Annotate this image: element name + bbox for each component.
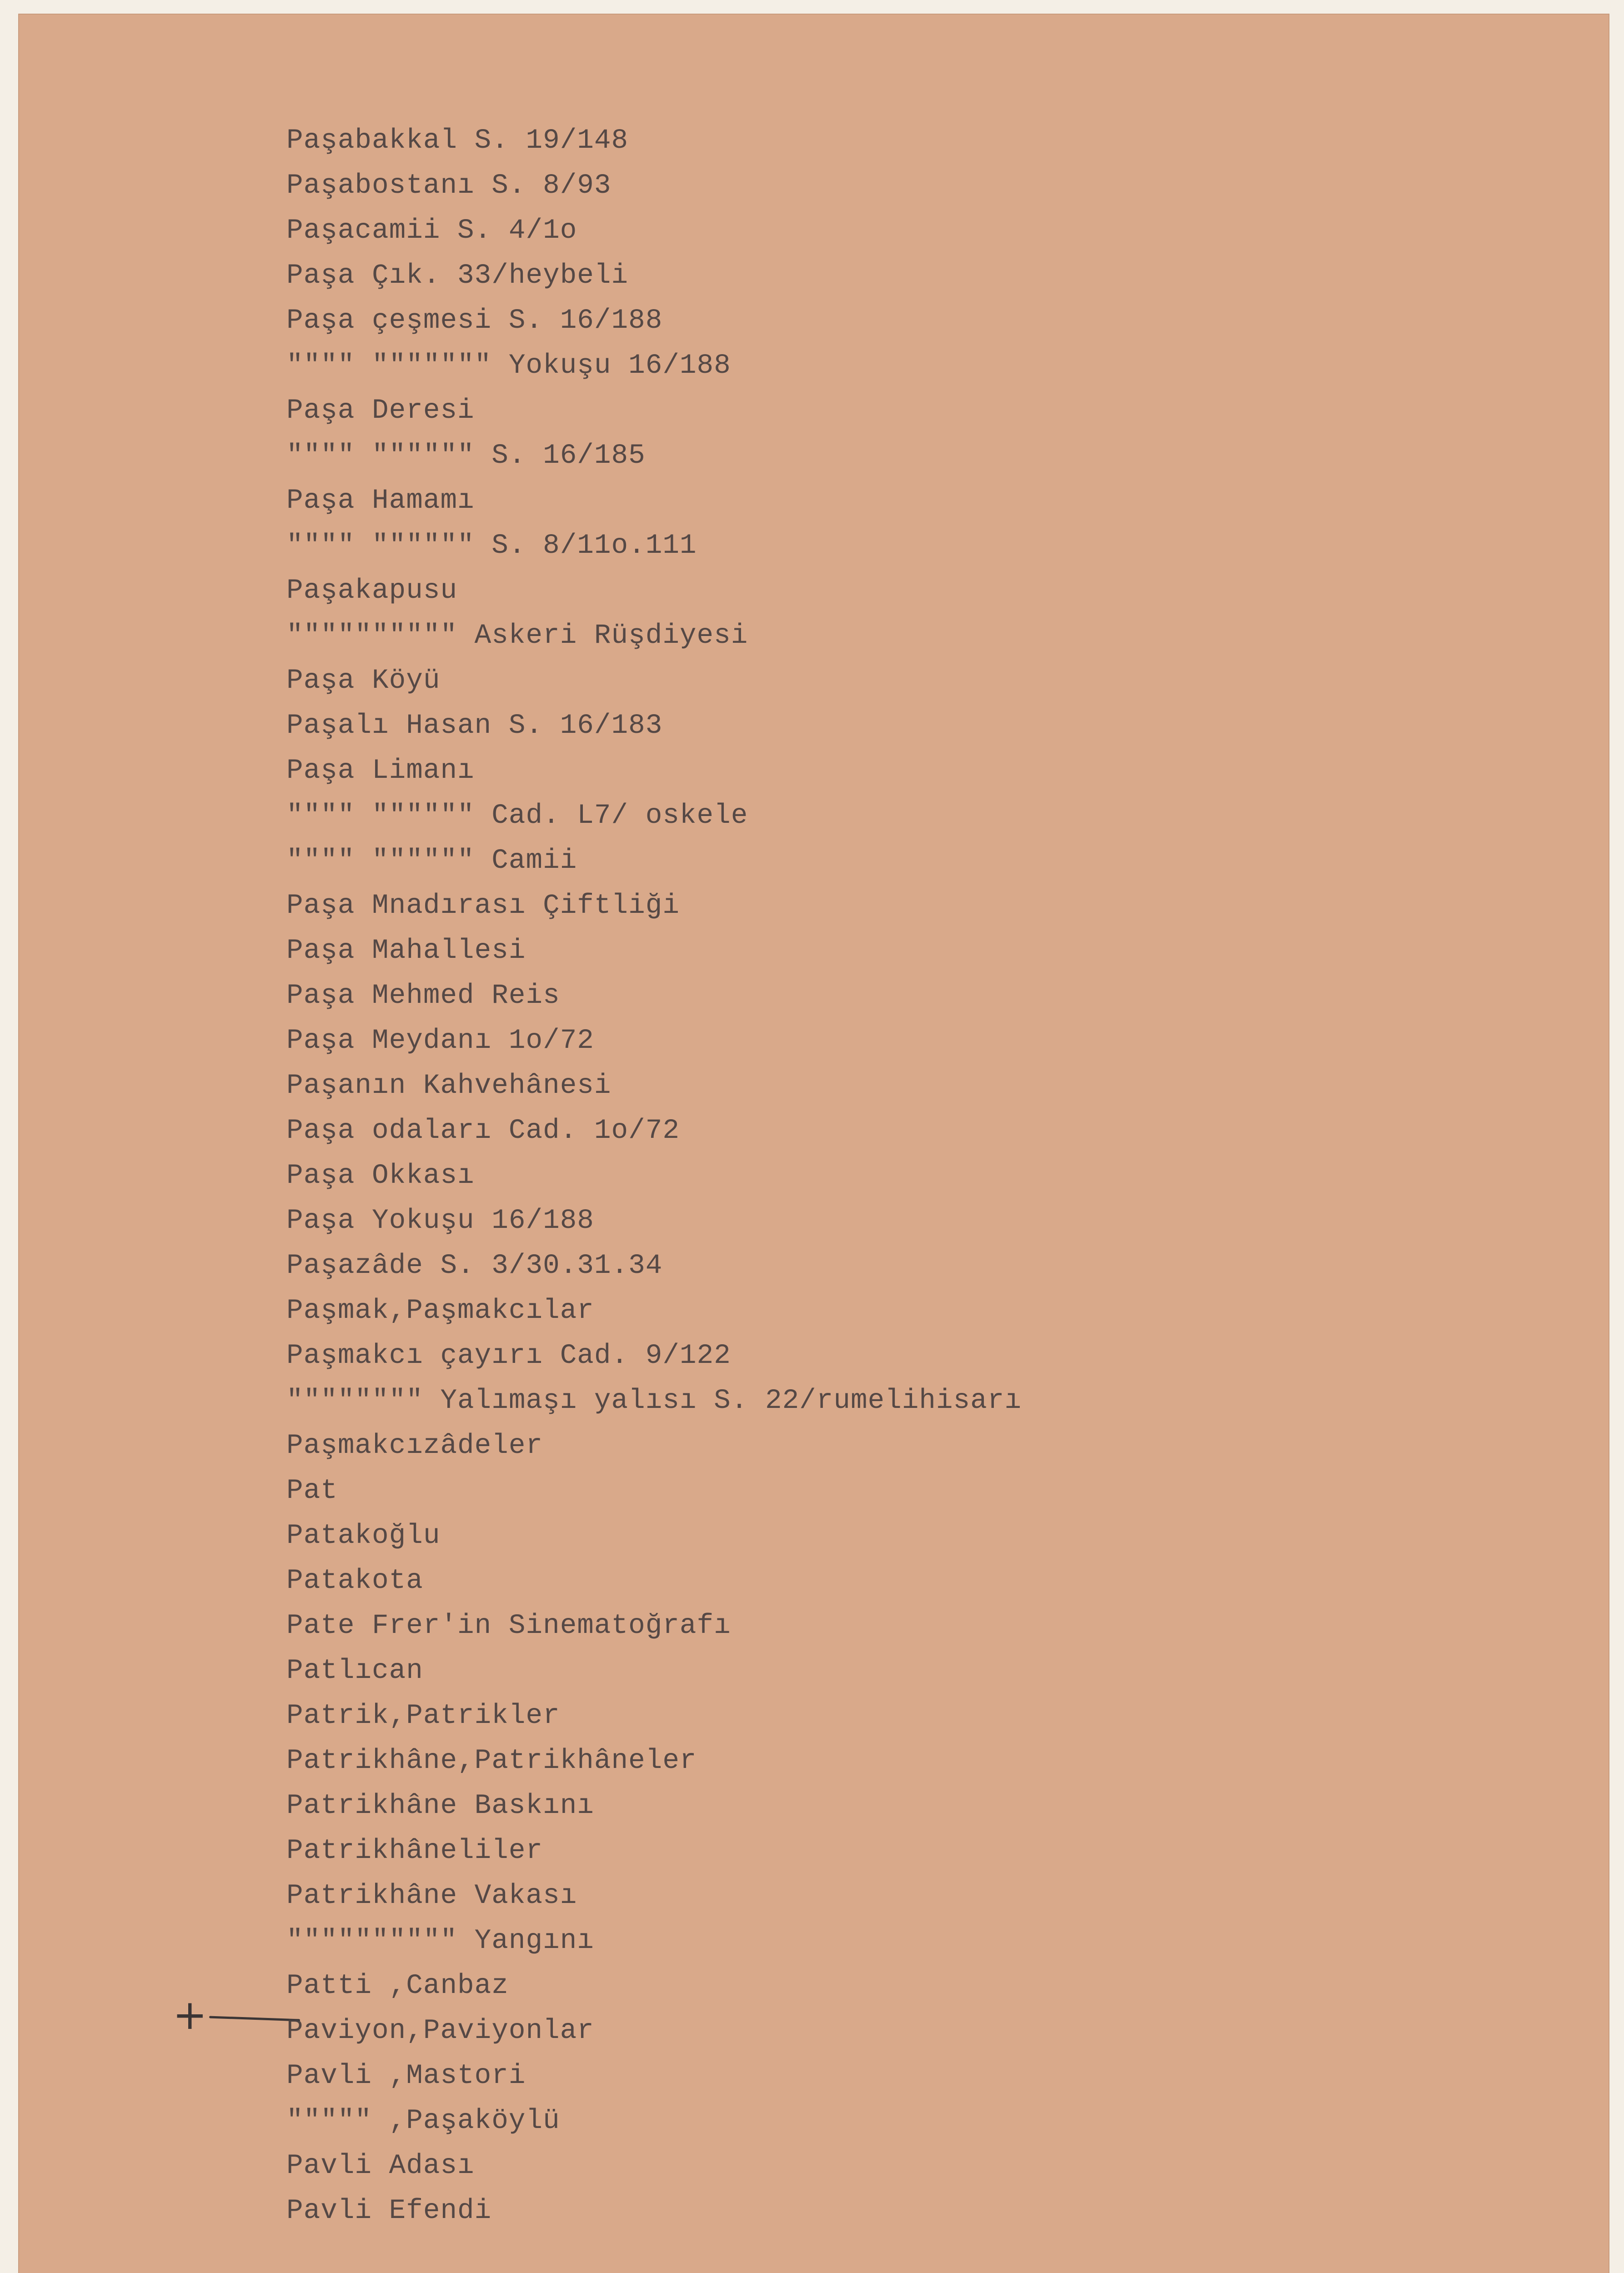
list-item: Paşmak,Paşmakcılar (286, 1295, 594, 1327)
list-item: Paşa odaları Cad. 1o/72 (286, 1115, 680, 1147)
list-item: Paşmakcı çayırı Cad. 9/122 (286, 1340, 731, 1372)
list-item: Paşa Köyü (286, 665, 441, 696)
list-item: Paşa Deresi (286, 395, 475, 426)
list-item: Patrik,Patrikler (286, 1700, 560, 1732)
list-item: Paşabakkal S. 19/148 (286, 125, 629, 156)
list-item: Patakoğlu (286, 1520, 441, 1552)
list-item: Paşa Yokuşu 16/188 (286, 1205, 594, 1237)
list-item: Patlıcan (286, 1655, 423, 1687)
list-item: Paşa Hamamı (286, 485, 475, 516)
list-item: Paşa Okkası (286, 1160, 475, 1192)
list-item: Patrikhâne Baskını (286, 1790, 594, 1822)
list-item: Patti ,Canbaz (286, 1970, 509, 2002)
list-item: """""""""" Yangını (286, 1925, 594, 1957)
list-item: Paşacamii S. 4/1o (286, 215, 577, 246)
list-item: Patakota (286, 1565, 423, 1597)
list-item: Pat (286, 1475, 338, 1507)
list-item: Patrikhâne Vakası (286, 1880, 577, 1912)
list-item: """" """""" Camii (286, 845, 577, 876)
handwritten-cross-mark: + (173, 1991, 207, 2039)
list-item: Paşa Mehmed Reis (286, 980, 560, 1011)
list-item: """" """"""" Yokuşu 16/188 (286, 350, 731, 381)
list-item: Pavli ,Mastori (286, 2060, 526, 2092)
list-item: Patrikhâneliler (286, 1835, 543, 1867)
list-item: """""""""" Askeri Rüşdiyesi (286, 620, 748, 651)
list-item: Paviyon,Paviyonlar (286, 2015, 594, 2047)
list-item: Paşakapusu (286, 575, 458, 606)
list-item: """"" ,Paşaköylü (286, 2105, 560, 2137)
list-item: Pavli Efendi (286, 2195, 492, 2227)
list-item: Paşa Çık. 33/heybeli (286, 260, 629, 291)
list-item: Paşazâde S. 3/30.31.34 (286, 1250, 663, 1282)
list-item: Paşalı Hasan S. 16/183 (286, 710, 663, 741)
list-item: Pate Frer'in Sinematoğrafı (286, 1610, 731, 1642)
list-item: """""""" Yalımaşı yalısı S. 22/rumelihisarı (286, 1385, 1022, 1417)
list-item: Paşa Mahallesi (286, 935, 526, 966)
list-item: Paşa Limanı (286, 755, 475, 786)
list-item: Pavli Adası (286, 2150, 475, 2182)
entry-list (286, 118, 1022, 2233)
typed-index-card (18, 14, 1609, 2273)
list-item: Patrikhâne,Patrikhâneler (286, 1745, 697, 1777)
list-item: Paşanın Kahvehânesi (286, 1070, 612, 1101)
list-item: Paşa Meydanı 1o/72 (286, 1025, 594, 1056)
list-item: Paşabostanı S. 8/93 (286, 170, 612, 201)
list-item: Paşmakcızâdeler (286, 1430, 543, 1462)
list-item: """" """""" S. 16/185 (286, 440, 646, 471)
list-item: Paşa Mnadırası Çiftliği (286, 890, 680, 921)
list-item: """" """""" Cad. L7/ oskele (286, 800, 748, 831)
list-item: """" """""" S. 8/11o.111 (286, 530, 697, 561)
list-item: Paşa çeşmesi S. 16/188 (286, 305, 663, 336)
